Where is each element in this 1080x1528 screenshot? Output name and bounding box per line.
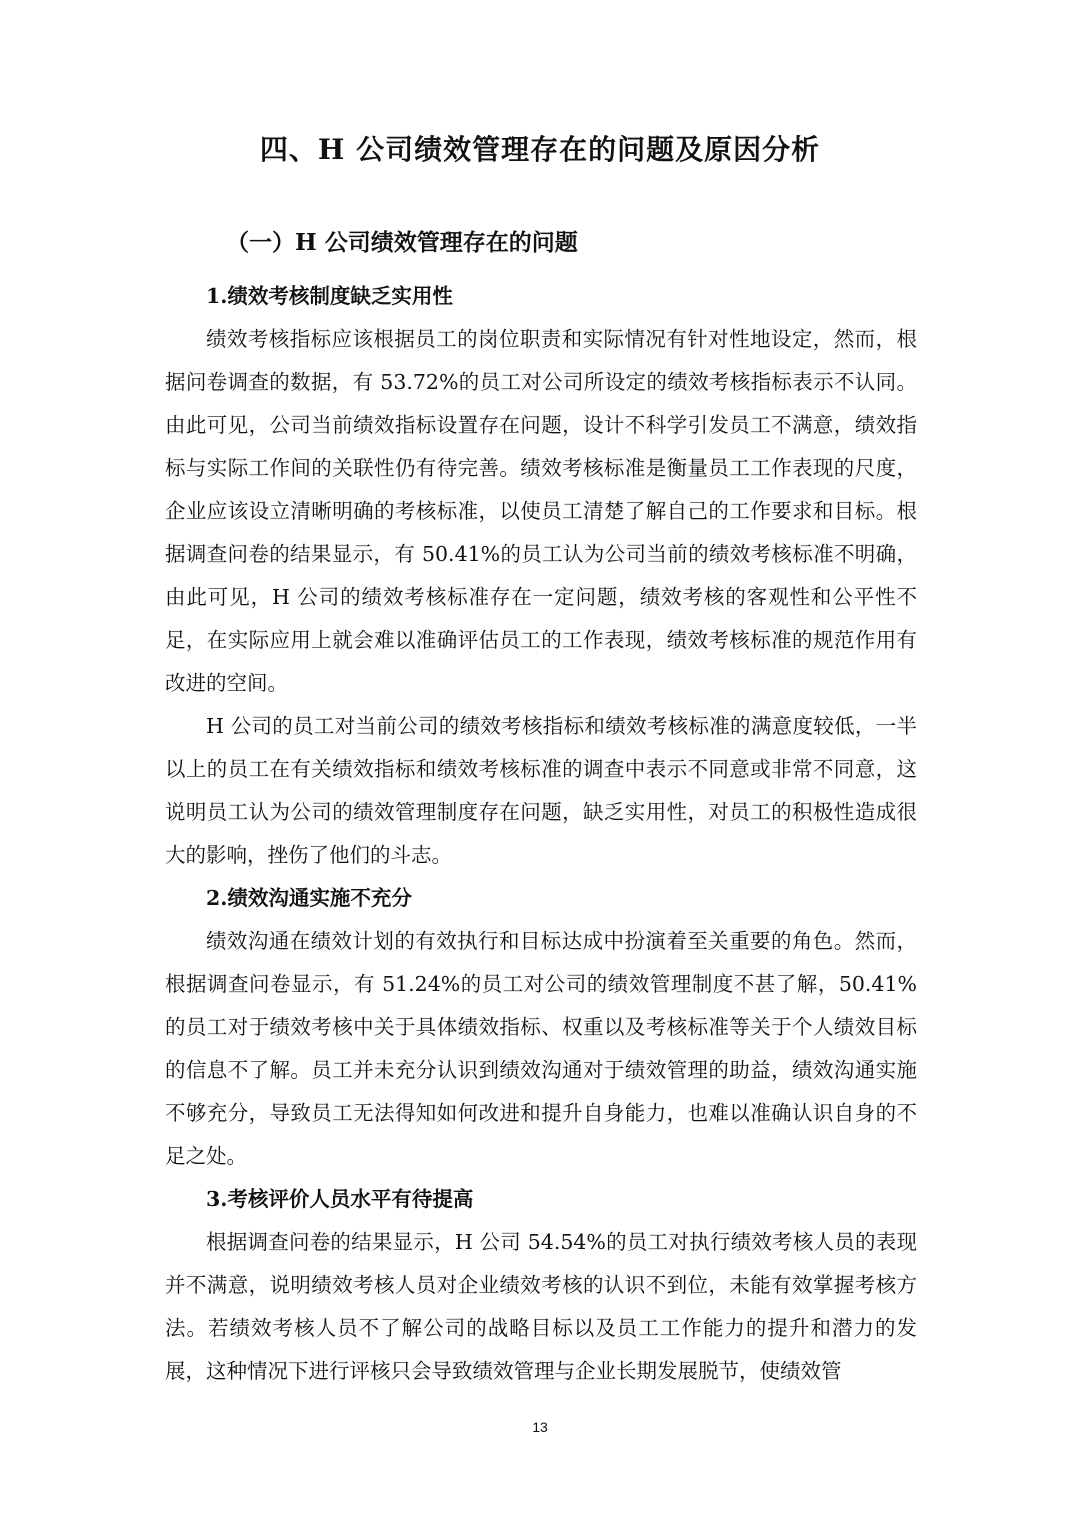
- chapter-title: 四、H 公司绩效管理存在的问题及原因分析: [259, 133, 821, 166]
- subsection-heading-1: 1.绩效考核制度缺乏实用性: [206, 284, 453, 308]
- paragraph: 根据调查问卷的结果显示，H 公司 54.54%的员工对执行绩效考核人员的表现并不满意，说明绩效考核人员对企业绩效考核的认识不到位，未能有效掌握考核方法。若绩效考核人员不了解公司的战略目标以及员工工作能力的提升和潜力的发展，这种情况下进行评核只会导致绩效管理与企业长期发展脱节，使绩效管: [165, 1230, 917, 1383]
- paragraph: 绩效考核指标应该根据员工的岗位职责和实际情况有针对性地设定，然而，根据问卷调查的数据，有 53.72%的员工对公司所设定的绩效考核指标表示不认同。由此可见，公司当前绩效指标设置存在问题，设计不科学引发员工不满意，绩效指标与实际工作间的关联性仍有待完善。绩效考核标准是衡量员工工作表现的尺度，企业应该设立清晰明确的考核标准，以使员工清楚了解自己的工作要求和目标。根据调查问卷的结果显示，有 50.41%的员工认为公司当前的绩效考核标准不明确，由此可见，H 公司的绩效考核标准存在一定问题，绩效考核的客观性和公平性不足，在实际应用上就会难以准确评估员工的工作表现，绩效考核标准的规范作用有改进的空间。: [165, 327, 917, 695]
- body-text: [165, 275, 917, 1393]
- subsection-heading-2: 2.绩效沟通实施不充分: [206, 886, 412, 910]
- paragraph: H 公司的员工对当前公司的绩效考核指标和绩效考核标准的满意度较低，一半以上的员工在有关绩效指标和绩效考核标准的调查中表示不同意或非常不同意，这说明员工认为公司的绩效管理制度存在问题，缺乏实用性，对员工的积极性造成很大的影响，挫伤了他们的斗志。: [165, 714, 917, 867]
- section-title: （一）H 公司绩效管理存在的问题: [226, 229, 578, 256]
- page-number: 13: [532, 1419, 548, 1435]
- paragraph: 绩效沟通在绩效计划的有效执行和目标达成中扮演着至关重要的角色。然而，根据调查问卷显示，有 51.24%的员工对公司的绩效管理制度不甚了解，50.41%的员工对于绩效考核中关于具体绩效指标、权重以及考核标准等关于个人绩效目标的信息不了解。员工并未充分认识到绩效沟通对于绩效管理的助益，绩效沟通实施不够充分，导致员工无法得知如何改进和提升自身能力，也难以准确认识自身的不足之处。: [165, 929, 917, 1168]
- subsection-heading-3: 3.考核评价人员水平有待提高: [206, 1187, 474, 1211]
